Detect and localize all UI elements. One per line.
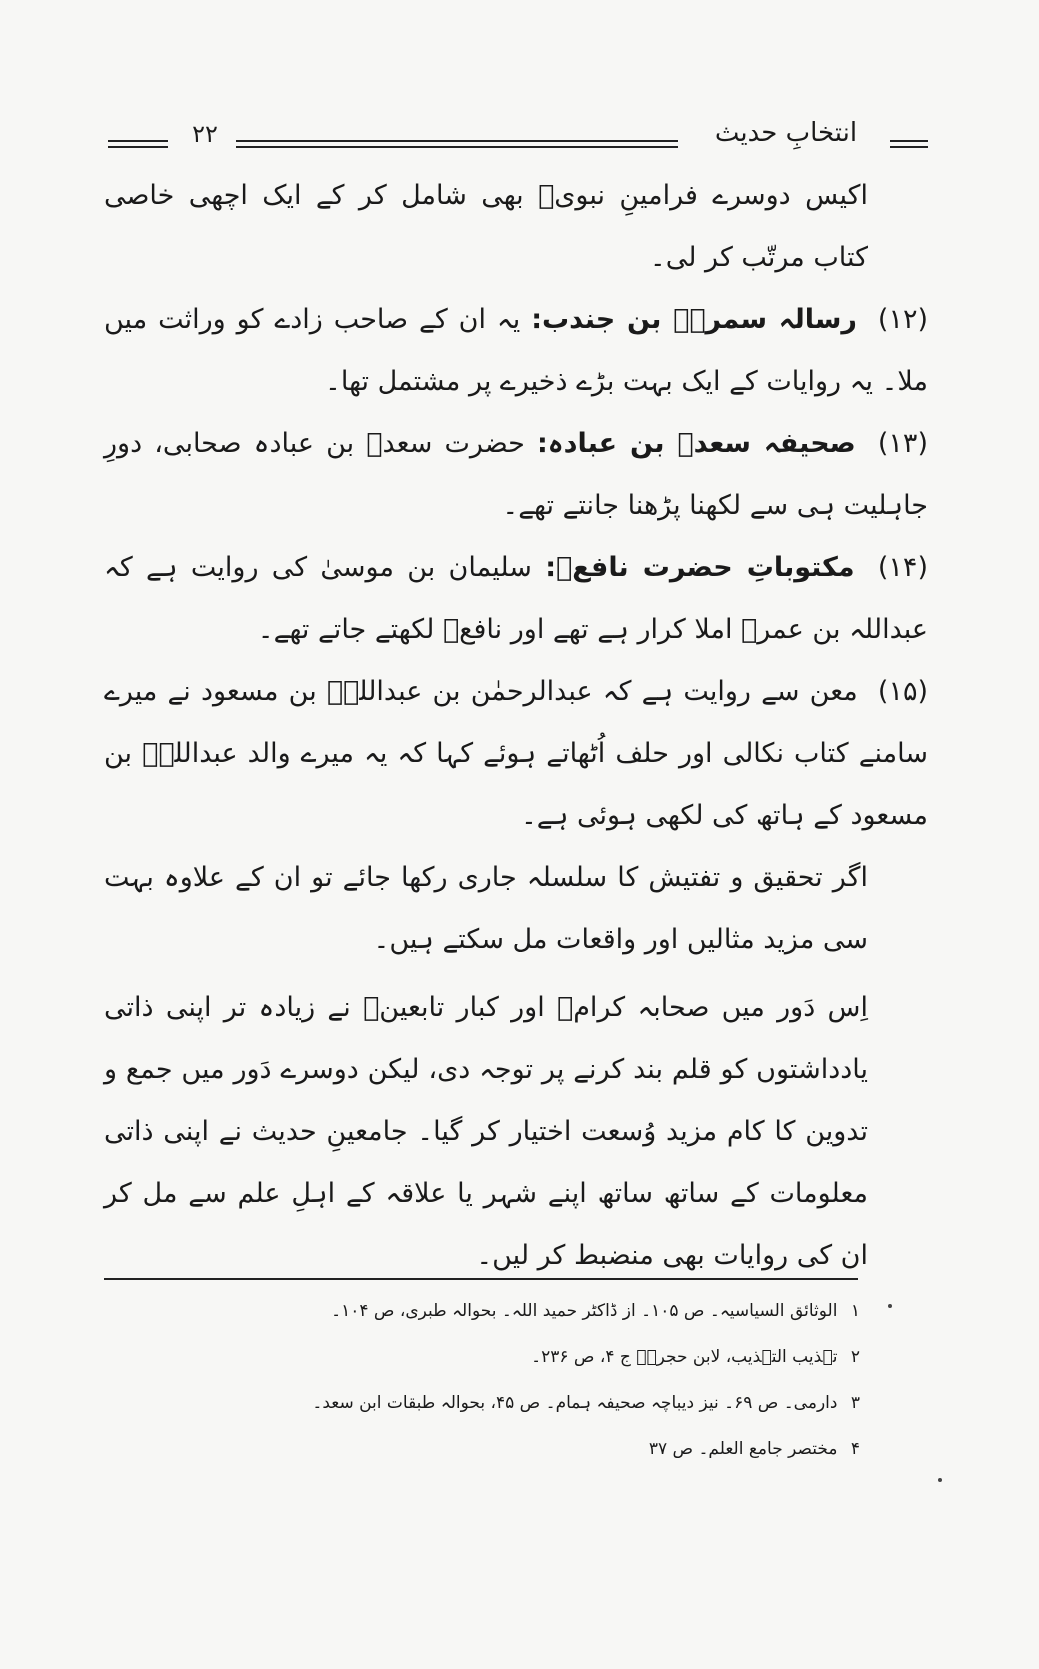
footnote-text: تہذیب التہذیب، لابن حجرؒ۔ ج ۴، ص ۲۳۶۔ bbox=[531, 1347, 838, 1367]
scan-speck bbox=[938, 1478, 942, 1482]
page-header bbox=[108, 118, 928, 158]
paragraph-text: حضرت سعدؓ بن عبادہ صحابی، دورِ جاہلیت ہی سے لکھنا پڑھنا جانتے تھے۔ bbox=[104, 428, 928, 521]
page-number: ۲۲ bbox=[192, 120, 218, 148]
paragraph-text: اِس دَور میں صحابہ کرامؓ اور کبار تابعینؒ نے زیادہ تر اپنی ذاتی یادداشتوں کو قلم بند کرنے پر توجہ دی، لیکن دوسرے دَور میں جمع و تدوین کا کام مزید وُسعت اختیار کر گیا۔ جامعینِ حدیث نے اپنی ذاتی معلومات کے ساتھ ساتھ اپنے شہر یا علاقہ کے اہلِ علم سے مل کر ان کی روایات بھی منضبط کر لیں۔ bbox=[104, 992, 868, 1271]
paragraph-text: سلیمان بن موسیٰ کی روایت ہے کہ عبداللہ بن عمرؓ املا کرار ہے تھے اور نافعؒ لکھتے جاتے تھے۔ bbox=[104, 552, 928, 645]
paragraph-continuation bbox=[104, 165, 928, 289]
footnote-3 bbox=[312, 1380, 860, 1426]
item-number: (۱۳) bbox=[877, 428, 928, 459]
paragraph-item-12 bbox=[104, 289, 928, 413]
footnotes bbox=[312, 1288, 860, 1472]
footnote-text: دارمی۔ ص ۶۹۔ نیز دیباچہ صحیفہ ہمام۔ ص ۴۵، بحوالہ طبقات ابن سعد۔ bbox=[312, 1393, 838, 1413]
header-rule-right bbox=[890, 140, 928, 148]
footnote-divider bbox=[104, 1278, 858, 1280]
footnote-text: الوثائق السیاسیہ۔ ص ۱۰۵۔ از ڈاکٹر حمید اللہ۔ بحوالہ طبری، ص ۱۰۴۔ bbox=[331, 1301, 838, 1321]
item-heading: صحیفہ سعدؓ بن عبادہ: bbox=[537, 428, 856, 459]
paragraph-item-14 bbox=[104, 537, 928, 661]
running-title: انتخابِ حدیث bbox=[714, 118, 858, 148]
header-rule-middle bbox=[236, 140, 678, 148]
item-heading: رسالہ سمرہؓ بن جندب: bbox=[531, 304, 857, 335]
footnote-mark: ۱ bbox=[850, 1301, 860, 1321]
item-number: (۱۵) bbox=[877, 676, 928, 707]
footnote-4 bbox=[420, 1426, 860, 1472]
scan-speck bbox=[888, 1304, 892, 1308]
footnote-1 bbox=[331, 1288, 860, 1334]
footnote-mark: ۲ bbox=[850, 1347, 860, 1367]
item-number: (۱۴) bbox=[877, 552, 928, 583]
footnote-text: مختصر جامع العلم۔ ص ۳۷ bbox=[648, 1439, 838, 1459]
header-rule-left bbox=[108, 140, 168, 148]
paragraph-era bbox=[104, 977, 928, 1287]
footnote-mark: ۳ bbox=[850, 1393, 860, 1413]
paragraph-text: یہ ان کے صاحب زادے کو وراثت میں ملا۔ یہ روایات کے ایک بہت بڑے ذخیرے پر مشتمل تھا۔ bbox=[104, 304, 928, 397]
paragraph-research bbox=[104, 847, 928, 971]
paragraph-text: اگر تحقیق و تفتیش کا سلسلہ جاری رکھا جائے تو ان کے علاوہ بہت سی مزید مثالیں اور واقعات مل سکتے ہیں۔ bbox=[104, 862, 868, 955]
paragraph-item-15 bbox=[104, 661, 928, 847]
paragraph-item-13 bbox=[104, 413, 928, 537]
paragraph-text: معن سے روایت ہے کہ عبدالرحمٰن بن عبداللہؓ بن مسعود نے میرے سامنے کتاب نکالی اور حلف اُٹھاتے ہوئے کہا کہ یہ میرے والد عبداللہؓ بن مسعود کے ہاتھ کی لکھی ہوئی ہے۔ bbox=[104, 676, 928, 831]
paragraph-text: اکیس دوسرے فرامینِ نبویؐ بھی شامل کر کے ایک اچھی خاصی کتاب مرتّب کر لی۔ bbox=[104, 180, 868, 273]
item-number: (۱۲) bbox=[877, 304, 929, 335]
footnote-mark: ۴ bbox=[850, 1439, 860, 1459]
footnote-2 bbox=[420, 1334, 860, 1380]
item-heading: مکتوباتِ حضرت نافعؒ: bbox=[545, 552, 855, 583]
body-text bbox=[104, 165, 928, 1287]
